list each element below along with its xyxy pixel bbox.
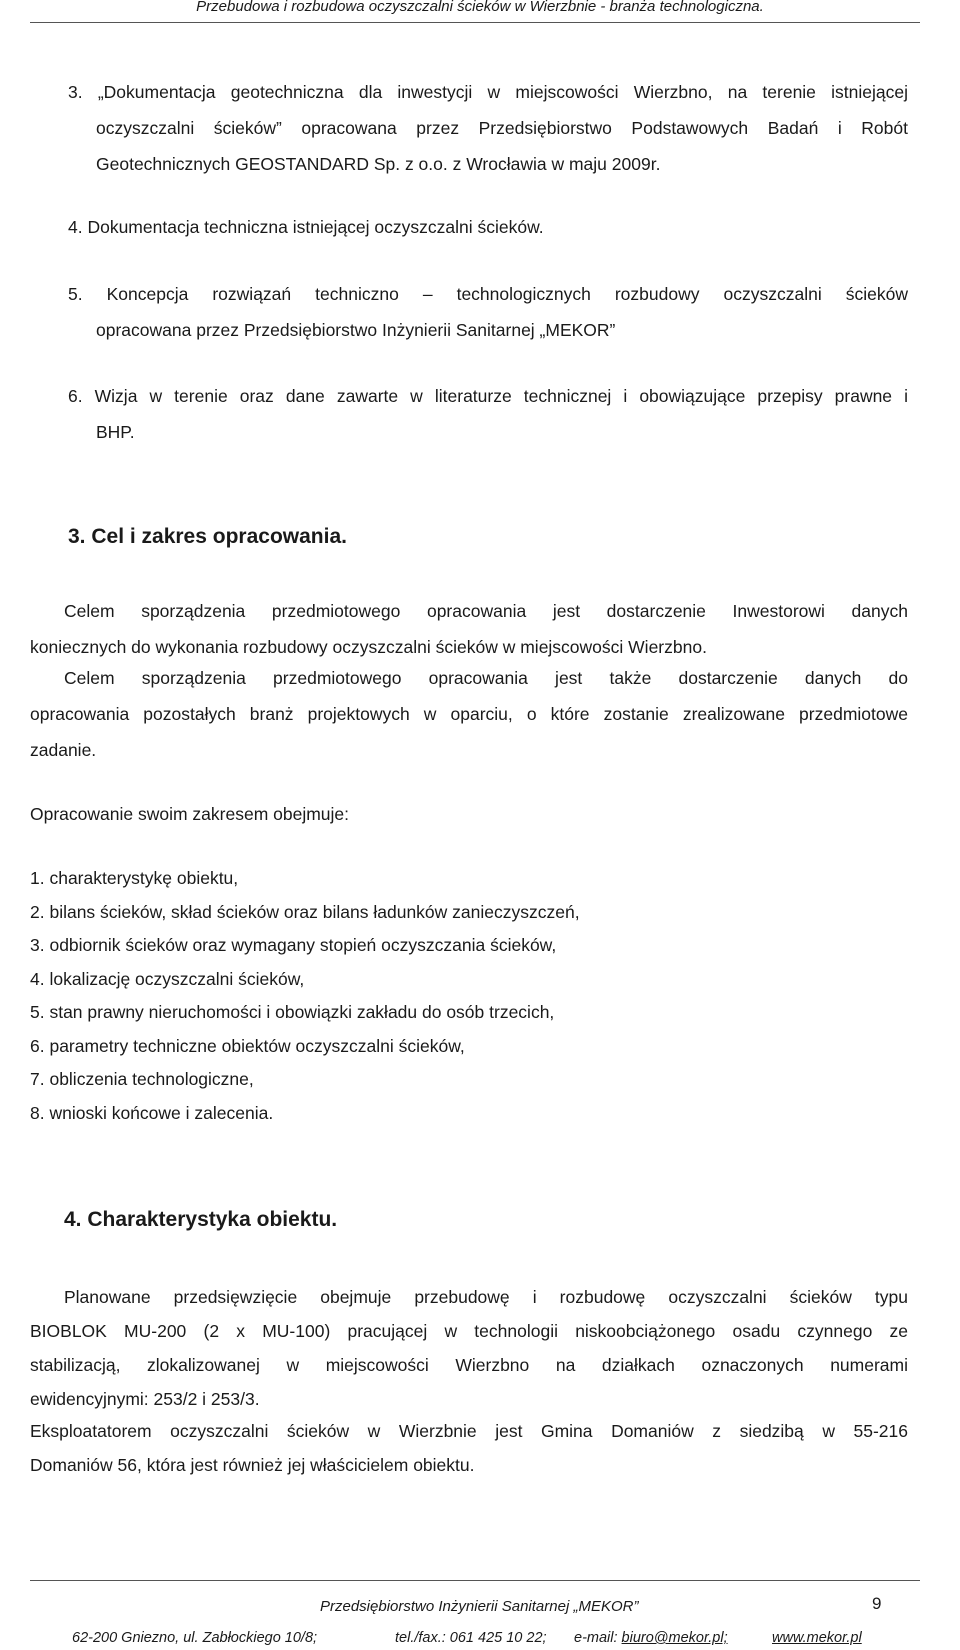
scope-item-6: 6. parametry techniczne obiektów oczyszczalni ścieków, — [30, 1035, 465, 1056]
scope-item-2: 2. bilans ścieków, skład ścieków oraz bilans ładunków zanieczyszczeń, — [30, 901, 580, 922]
footer-company: Przedsiębiorstwo Inżynierii Sanitarnej „MEKOR” — [320, 1598, 639, 1615]
scope-item-1: 1. charakterystykę obiektu, — [30, 868, 239, 888]
section-4-p2-line-1: Eksploatatorem oczyszczalni ścieków w Wierzbnie jest Gmina Domaniów z siedzibą w 55-216 — [30, 1421, 908, 1441]
source-item-6-line-1: 6. Wizja w terenie oraz dane zawarte w literaturze technicznej i obowiązujące przepisy prawne i — [68, 386, 908, 406]
scope-item-4: 4. lokalizację oczyszczalni ścieków, — [30, 968, 305, 989]
source-item-5 — [68, 276, 908, 348]
scope-item-7: 7. obliczenia technologiczne, — [30, 1069, 254, 1089]
scope-intro: Opracowanie swoim zakresem obejmuje: — [30, 804, 350, 824]
section-3-p1-line-1: Celem sporządzenia przedmiotowego opracowania jest dostarczenie Inwestorowi danych — [64, 601, 908, 621]
section-4-paragraph-2 — [30, 1414, 908, 1482]
footer-email-link[interactable]: biuro@mekor.pl; — [621, 1630, 728, 1646]
page-number: 9 — [872, 1594, 882, 1613]
scope-list — [30, 862, 580, 1130]
scope-item-3: 3. odbiornik ścieków oraz wymagany stopień oczyszczania ścieków, — [30, 935, 557, 955]
section-3-p1-line-2: koniecznych do wykonania rozbudowy oczyszczalni ścieków w miejscowości Wierzbno. — [30, 637, 707, 657]
scope-item-8: 8. wnioski końcowe i zalecenia. — [30, 1102, 274, 1123]
section-4-heading: 4. Charakterystyka obiektu. — [64, 1208, 338, 1231]
section-3-paragraph-2 — [30, 660, 908, 768]
source-item-4-line-1: 4. Dokumentacja techniczna istniejącej oczyszczalni ścieków. — [68, 217, 544, 237]
source-item-3-line-2: oczyszczalni ścieków” opracowana przez Przedsiębiorstwo Podstawowych Badań i Robót — [96, 118, 908, 138]
source-item-3-line-1: 3. „Dokumentacja geotechniczna dla inwestycji w miejscowości Wierzbno, na terenie istniejącej — [68, 82, 908, 102]
section-3-p2-line-3: zadanie. — [30, 740, 97, 760]
section-4-paragraph-1 — [30, 1280, 908, 1416]
footer-email-group — [574, 1630, 728, 1646]
footer-address: 62-200 Gniezno, ul. Zabłockiego 10/8; — [72, 1630, 318, 1646]
footer-phone: tel./fax.: 061 425 10 22; — [395, 1630, 547, 1646]
footer-email-label: e-mail: — [574, 1630, 618, 1646]
page-header: Przebudowa i rozbudowa oczyszczalni ścieków w Wierzbnie - branża technologiczna. — [196, 0, 764, 15]
footer-divider — [30, 1580, 920, 1581]
source-item-6 — [68, 378, 908, 450]
source-item-3 — [68, 74, 908, 182]
footer-website-link[interactable]: www.mekor.pl — [772, 1630, 862, 1646]
section-4-p1-line-4: ewidencyjnymi: 253/2 i 253/3. — [30, 1389, 260, 1409]
section-3-paragraph-1 — [30, 593, 908, 665]
section-3-heading: 3. Cel i zakres opracowania. — [68, 525, 347, 548]
section-3-p2-line-2: opracowania pozostałych branż projektowych w oparciu, o które zostanie zrealizowane przedmiotowe — [30, 704, 908, 724]
section-3-p2-line-1: Celem sporządzenia przedmiotowego opracowania jest także dostarczenie danych do — [64, 668, 908, 688]
source-item-5-line-2: opracowana przez Przedsiębiorstwo Inżynierii Sanitarnej „MEKOR” — [96, 320, 616, 340]
section-4-p2-line-2: Domaniów 56, która jest również jej właścicielem obiektu. — [30, 1455, 475, 1475]
source-item-6-line-2: BHP. — [96, 422, 135, 442]
source-item-5-line-1: 5. Koncepcja rozwiązań techniczno – technologicznych rozbudowy oczyszczalni ścieków — [68, 284, 908, 304]
section-4-p1-line-1: Planowane przedsięwzięcie obejmuje przebudowę i rozbudowę oczyszczalni ścieków typu — [64, 1287, 908, 1307]
section-4-p1-line-2: BIOBLOK MU-200 (2 x MU-100) pracującej w technologii niskoobciążonego osadu czynnego ze — [30, 1321, 908, 1341]
section-4-p1-line-3: stabilizacją, zlokalizowanej w miejscowości Wierzbno na działkach oznaczonych numerami — [30, 1355, 908, 1375]
scope-item-5: 5. stan prawny nieruchomości i obowiązki zakładu do osób trzecich, — [30, 1002, 555, 1022]
source-item-3-line-3: Geotechnicznych GEOSTANDARD Sp. z o.o. z Wrocławia w maju 2009r. — [96, 154, 661, 174]
source-item-4 — [68, 209, 908, 245]
header-divider — [30, 22, 920, 23]
